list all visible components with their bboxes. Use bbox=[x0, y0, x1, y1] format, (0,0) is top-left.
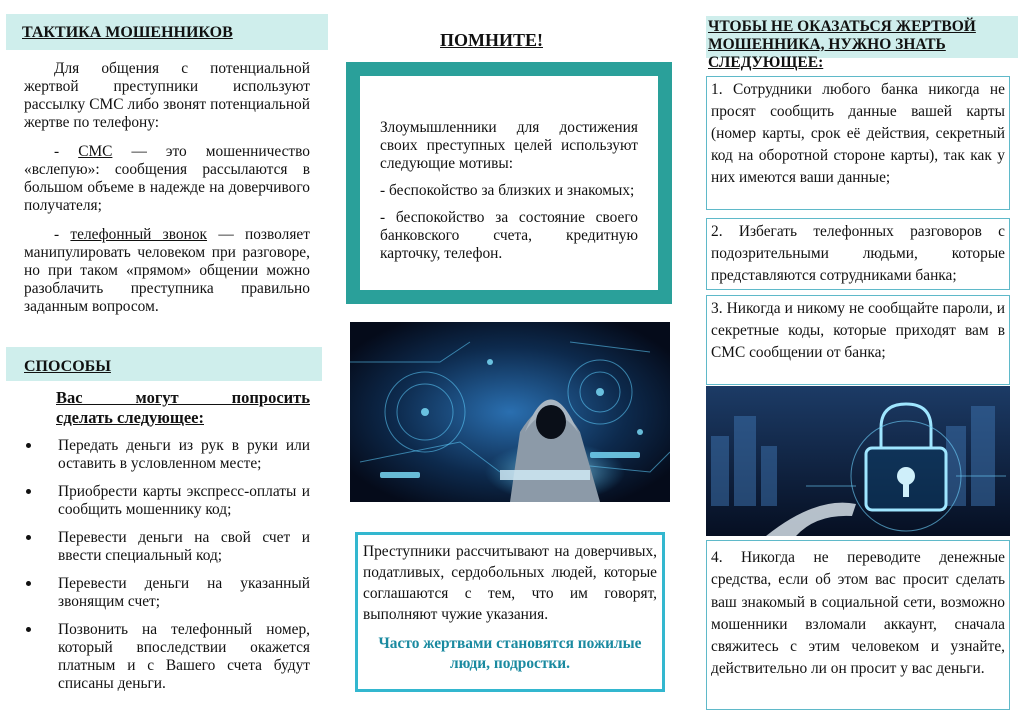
list-item: Передать деньги из рук в руки или оставить в условленном месте; bbox=[26, 437, 310, 473]
tactics-sms: - СМС — это мошенничество «вслепую»: сообщения рассылаются в большом объеме в надежде на доверчивого получателя; bbox=[24, 143, 310, 214]
victims-note: Часто жертвами становятся пожилые люди, подростки. bbox=[378, 635, 642, 672]
tip-4: 4. Никогда не переводите денежные средства, если об этом вас просит сделать ваш знакомый в социальной сети, возможно мошенники взломали аккаунт, сначала свяжитесь с этим человеком и узнайте, действительно ли он просит у вас деньги. bbox=[706, 540, 1010, 710]
list-item: Позвонить на телефонный номер, который впоследствии окажется платным и с Вашего счета будут списаны деньги. bbox=[26, 621, 310, 693]
know-heading: ЧТОБЫ НЕ ОКАЗАТЬСЯ ЖЕРТВОЙ МОШЕННИКА, НУЖНО ЗНАТЬ СЛЕДУЮЩЕЕ: bbox=[706, 16, 1018, 74]
tip-2: 2. Избегать телефонных разговоров с подозрительными людьми, которые представляются сотрудниками банка; bbox=[706, 218, 1010, 290]
lock-image bbox=[706, 386, 1010, 536]
methods-heading: СПОСОБЫ bbox=[6, 347, 322, 381]
tactics-heading: ТАКТИКА МОШЕННИКОВ bbox=[6, 14, 328, 50]
remember-box bbox=[360, 76, 658, 290]
tip-1: 1. Сотрудники любого банка никогда не просят сообщить данные вашей карты (номер карты, срок её действия, секретный код на оборотной стороне карты), так как у них имеются ваши данные; bbox=[706, 76, 1010, 210]
tactics-text bbox=[24, 60, 310, 327]
methods-list bbox=[26, 437, 310, 703]
tactics-call: - телефонный звонок — позволяет манипулировать человеком при разговоре, но при таком «прямом» общении можно разоблачить преступника правильно заданным вопросом. bbox=[24, 226, 310, 315]
list-item: Перевести деньги на свой счет и ввести специальный код; bbox=[26, 529, 310, 565]
remember-heading: ПОМНИТЕ! bbox=[440, 30, 543, 50]
tip-3: 3. Никогда и никому не сообщайте пароли, и секретные коды, которые приходят вам в СМС сообщении от банка; bbox=[706, 295, 1010, 385]
tactics-intro: Для общения с потенциальной жертвой преступники используют рассылку СМС либо звонят потенциальной жертве по телефону: bbox=[24, 60, 310, 131]
remember-motive: - беспокойство за близких и знакомых; bbox=[380, 182, 635, 199]
remember-intro: Злоумышленники для достижения своих преступных целей используют следующие мотивы: bbox=[380, 119, 638, 172]
remember-frame bbox=[346, 62, 672, 304]
list-item: Перевести деньги на указанный звонящим счет; bbox=[26, 575, 310, 611]
remember-motive: - беспокойство за состояние своего банковского счета, кредитную карточку, телефон. bbox=[380, 209, 638, 262]
victims-box bbox=[355, 532, 665, 692]
methods-intro: Вас могут попросить сделать следующее: bbox=[56, 388, 310, 427]
hacker-image bbox=[350, 322, 670, 502]
victims-text: Преступники рассчитывают на доверчивых, податливых, сердобольных людей, которые соглашаются с тем, что им говорят, выполняют чужие указания. bbox=[363, 543, 657, 623]
list-item: Приобрести карты экспресс-оплаты и сообщить мошеннику код; bbox=[26, 483, 310, 519]
